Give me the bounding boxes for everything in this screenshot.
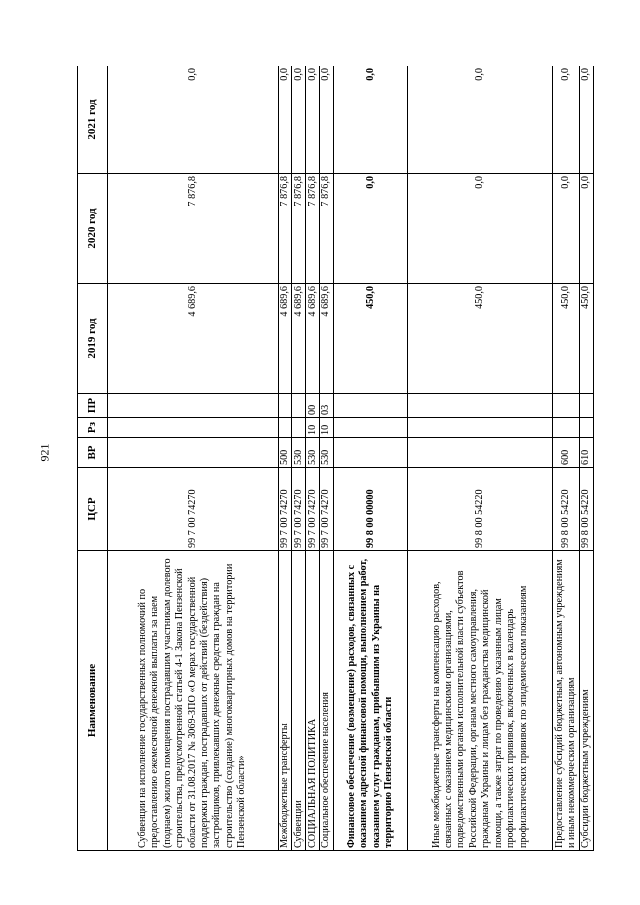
row-csr: 99 8 00 00000 (334, 468, 408, 551)
row-rz (108, 418, 279, 438)
row-pr (408, 394, 553, 418)
row-2020: 7 876,8 (278, 174, 292, 284)
table-row (292, 66, 306, 851)
row-pr: 03 (320, 394, 334, 418)
table-row (278, 66, 292, 851)
row-csr: 99 7 00 74270 (320, 468, 334, 551)
row-2019: 450,0 (553, 284, 580, 394)
row-name: СОЦИАЛЬНАЯ ПОЛИТИКА (306, 551, 320, 851)
row-name: Предоставление субсидий бюджетным, автономным учреждениям и иным некоммерческим организациям (553, 551, 580, 851)
row-rz (334, 418, 408, 438)
row-vr: 530 (320, 438, 334, 468)
row-csr: 99 7 00 74270 (278, 468, 292, 551)
row-2021: 0,0 (334, 66, 408, 174)
header-2021: 2021 год (78, 66, 108, 174)
header-csr: ЦСР (78, 468, 108, 551)
row-name: Финансовое обеспечение (возмещение) расходов, связанных с оказанием адресной финансовой помощи, выполнением работ, оказанием услуг гражданам, прибывшим из Украины на территорию Пензенской области (334, 551, 408, 851)
row-rz: 10 (320, 418, 334, 438)
row-2021: 0,0 (580, 66, 594, 174)
header-pr: ПР (78, 394, 108, 418)
row-vr: 500 (278, 438, 292, 468)
row-vr: 610 (580, 438, 594, 468)
budget-table (77, 66, 594, 851)
row-2019: 450,0 (580, 284, 594, 394)
page-number: 921 (37, 443, 52, 462)
row-name: Межбюджетные трансферты (278, 551, 292, 851)
row-pr (553, 394, 580, 418)
row-pr (278, 394, 292, 418)
row-csr: 99 8 00 54220 (408, 468, 553, 551)
row-csr: 99 8 00 54220 (553, 468, 580, 551)
row-rz (553, 418, 580, 438)
row-rz (278, 418, 292, 438)
row-2021: 0,0 (306, 66, 320, 174)
row-pr (108, 394, 279, 418)
row-name: Субвенции на исполнение государственных полномочий по предоставлению ежемесячной денежной выплаты за наем (поднаем) жилого помещения пострадавшим участникам долевого строительства, предусмотренной статьей 4-1 Закона Пензенской области от 31.08.2017 № 3069-ЗПО «О мерах государственной поддержки граждан, пострадавших от действий (бездействия) застройщиков, привлекавших денежные средства граждан на строительство (создание) многоквартирных домов на территории Пензенской области» (108, 551, 279, 851)
header-rz: Рз (78, 418, 108, 438)
table-row (408, 66, 553, 851)
row-csr: 99 7 00 74270 (292, 468, 306, 551)
row-rz (292, 418, 306, 438)
row-2020: 7 876,8 (292, 174, 306, 284)
row-rz (408, 418, 553, 438)
row-vr: 530 (292, 438, 306, 468)
row-2021: 0,0 (292, 66, 306, 174)
row-2020: 7 876,8 (320, 174, 334, 284)
row-pr: 00 (306, 394, 320, 418)
row-2021: 0,0 (278, 66, 292, 174)
row-2019: 450,0 (334, 284, 408, 394)
row-csr: 99 7 00 74270 (108, 468, 279, 551)
row-pr (334, 394, 408, 418)
row-rz (580, 418, 594, 438)
table-row (580, 66, 594, 851)
row-pr (292, 394, 306, 418)
row-2020: 0,0 (408, 174, 553, 284)
row-2019: 4 689,6 (292, 284, 306, 394)
table-row (320, 66, 334, 851)
row-2019: 4 689,6 (278, 284, 292, 394)
row-vr: 600 (553, 438, 580, 468)
row-2019: 4 689,6 (108, 284, 279, 394)
row-2020: 0,0 (334, 174, 408, 284)
row-csr: 99 8 00 54220 (580, 468, 594, 551)
row-name: Субсидии бюджетным учреждениям (580, 551, 594, 851)
row-2020: 7 876,8 (108, 174, 279, 284)
row-vr (334, 438, 408, 468)
table-row (334, 66, 408, 851)
row-name: Иные межбюджетные трансферты на компенсацию расходов, связанных с оказанием медицинскими организациями, подведомственными органам исполнительной власти субъектов Российской Федерации, органам местного самоуправления, гражданам Украины и лицам без гражданства медицинской помощи, а также затрат по проведению указанным лицам профилактических прививок, включенных в календарь профилактических прививок по эпидемическим показаниям (408, 551, 553, 851)
row-vr: 530 (306, 438, 320, 468)
table-row (553, 66, 580, 851)
row-2021: 0,0 (408, 66, 553, 174)
table-row (108, 66, 279, 851)
row-csr: 99 7 00 74270 (306, 468, 320, 551)
header-row (78, 66, 108, 851)
row-2019: 450,0 (408, 284, 553, 394)
row-2021: 0,0 (553, 66, 580, 174)
header-2019: 2019 год (78, 284, 108, 394)
header-2020: 2020 год (78, 174, 108, 284)
row-2021: 0,0 (320, 66, 334, 174)
header-vr: ВР (78, 438, 108, 468)
row-2020: 7 876,8 (306, 174, 320, 284)
row-2021: 0,0 (108, 66, 279, 174)
row-2019: 4 689,6 (320, 284, 334, 394)
row-name: Социальное обеспечение населения (320, 551, 334, 851)
row-2020: 0,0 (553, 174, 580, 284)
row-vr (408, 438, 553, 468)
row-2020: 0,0 (580, 174, 594, 284)
row-pr (580, 394, 594, 418)
table-container (77, 66, 594, 851)
row-rz: 10 (306, 418, 320, 438)
header-name: Наименование (78, 551, 108, 851)
row-2019: 4 689,6 (306, 284, 320, 394)
row-vr (108, 438, 279, 468)
table-row (306, 66, 320, 851)
row-name: Субвенции (292, 551, 306, 851)
